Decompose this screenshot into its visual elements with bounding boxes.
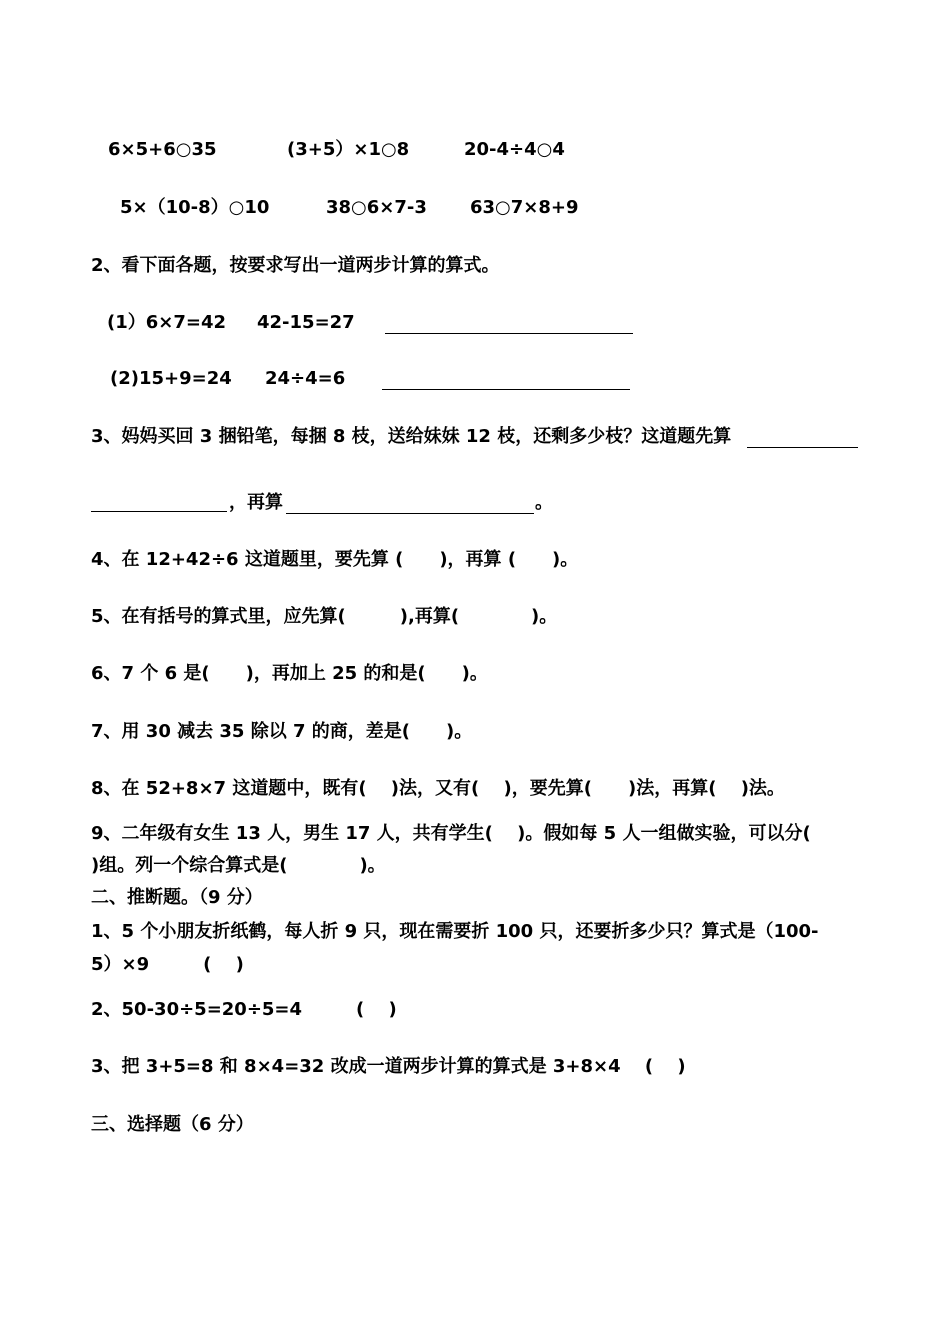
question-4: 4、在 12+42÷6 这道题里，要先算 ( )，再算 ( )。	[91, 549, 579, 570]
compare-item: 5×（10-8）○10	[120, 197, 270, 218]
compare-item: 6×5+6○35	[108, 139, 217, 160]
s2-question-2: 2、50-30÷5=20÷5=4 ( )	[91, 999, 397, 1020]
answer-blank[interactable]	[747, 427, 858, 448]
s2-question-3: 3、把 3+5=8 和 8×4=32 改成一道两步计算的算式是 3+8×4 ( )	[91, 1056, 686, 1077]
q2-item2-b: 24÷4=6	[265, 368, 346, 389]
question-6: 6、7 个 6 是( )，再加上 25 的和是( )。	[91, 663, 488, 684]
section-3-title: 三、选择题（6 分）	[91, 1114, 254, 1135]
question-7: 7、用 30 减去 35 除以 7 的商，差是( )。	[91, 721, 473, 742]
compare-item: 63○7×8+9	[470, 197, 579, 218]
question-5: 5、在有括号的算式里，应先算( ),再算( )。	[91, 606, 558, 627]
answer-blank[interactable]	[91, 491, 227, 512]
answer-blank[interactable]	[286, 493, 534, 514]
q2-item2-a: (2)15+9=24	[110, 368, 232, 389]
q2-item1-a: (1）6×7=42	[107, 312, 227, 333]
compare-item: 38○6×7-3	[326, 197, 427, 218]
question-3-part3: 。	[535, 492, 553, 513]
question-9-line2: )组。列一个综合算式是( )。	[91, 855, 386, 876]
question-2-title: 2、看下面各题，按要求写出一道两步计算的算式。	[91, 255, 500, 276]
question-3-part1: 3、妈妈买回 3 捆铅笔，每捆 8 枝，送给妹妹 12 枝，还剩多少枝？这道题先算	[91, 426, 732, 447]
answer-blank[interactable]	[382, 369, 630, 390]
question-9-line1: 9、二年级有女生 13 人，男生 17 人，共有学生( )。假如每 5 人一组做实验，可以分(	[91, 823, 811, 844]
section-2-title: 二、推断题。（9 分）	[91, 887, 263, 908]
answer-blank[interactable]	[385, 313, 633, 334]
s2-question-1-line1: 1、5 个小朋友折纸鹤，每人折 9 只，现在需要折 100 只，还要折多少只？算式是（100-	[91, 921, 819, 942]
question-8: 8、在 52+8×7 这道题中，既有( )法，又有( )，要先算( )法，再算( )法。	[91, 778, 785, 799]
q2-item1-b: 42-15=27	[257, 312, 355, 333]
compare-item: 20-4÷4○4	[464, 139, 565, 160]
compare-item: (3+5）×1○8	[287, 139, 410, 160]
question-3-part2: ，再算	[229, 492, 283, 513]
s2-question-1-line2: 5）×9 ( )	[91, 954, 244, 975]
